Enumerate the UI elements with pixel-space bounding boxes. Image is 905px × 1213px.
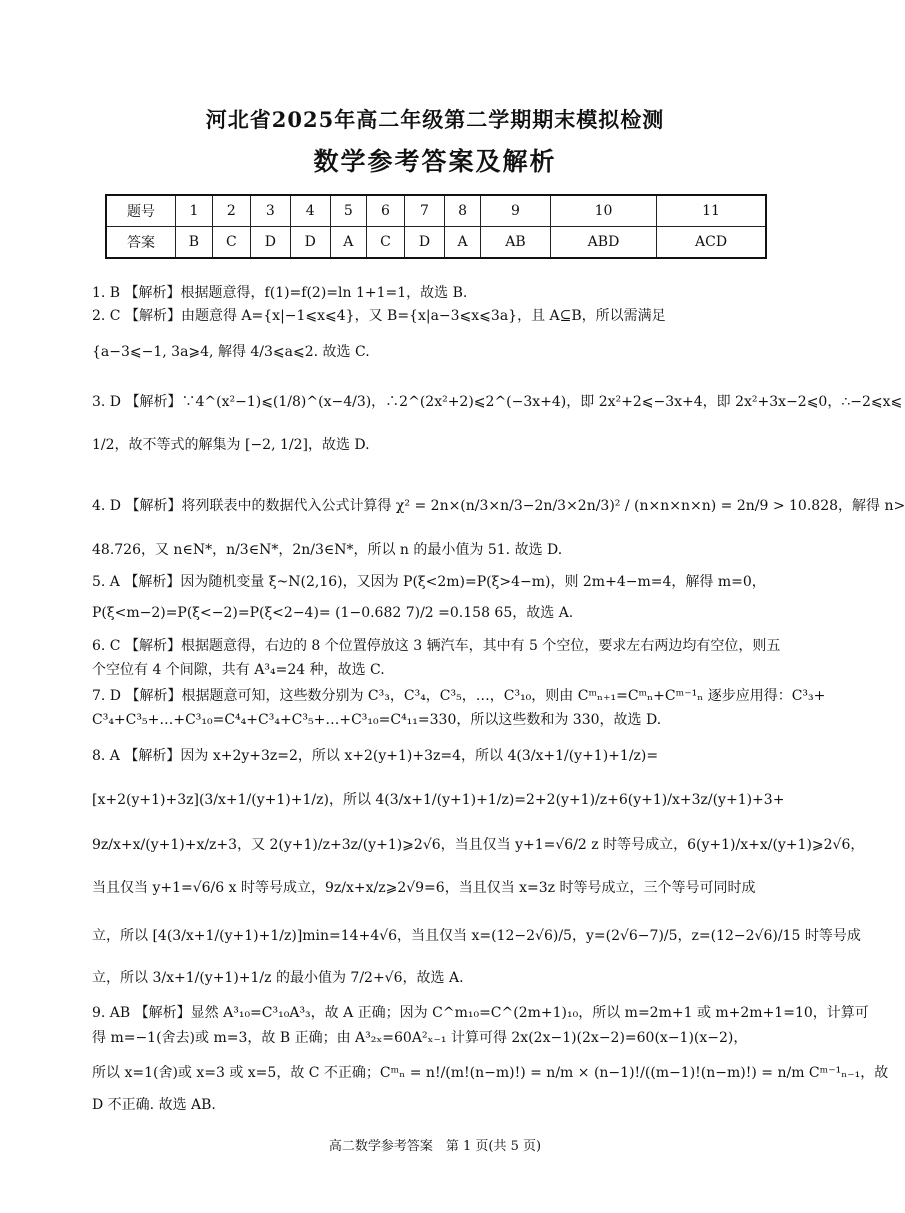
solution-3-line-1: 3. D 【解析】∵4^(x²−1)⩽(1/8)^(x−4/3)，∴2^(2x²+2)⩽2^(−3x+4)，即 2x²+2⩽−3x+4，即 2x²+3x−2⩽0，∴−2⩽x⩽ [92,394,903,410]
solution-7-line-2: C³₄+C³₅+…+C³₁₀=C⁴₄+C³₄+C³₅+…+C³₁₀=C⁴₁₁=330，所以这些数和为 330，故选 D. [92,712,662,728]
answer-cell: ACD [657,227,766,259]
question-number-cell: 8 [444,195,480,227]
answer-cell: B [176,227,213,259]
table-row-label: 答案 [106,227,176,259]
table-row [106,195,766,227]
answer-cell: D [290,227,330,259]
solution-2-line-2: {a−3⩽−1, 3a⩾4, 解得 4/3⩽a⩽2. 故选 C. [92,344,370,360]
solution-5-line-1: 5. A 【解析】因为随机变量 ξ~N(2,16)，又因为 P(ξ<2m)=P(ξ>4−m)，则 2m+4−m=4，解得 m=0， [92,574,766,590]
solution-1: 1. B 【解析】根据题意得，f(1)=f(2)=ln 1+1=1，故选 B. [92,285,468,301]
question-number-cell: 2 [212,195,250,227]
page-subtitle: 数学参考答案及解析 [313,147,557,176]
solution-4-line-2: 48.726，又 n∈N*，n/3∈N*，2n/3∈N*，所以 n 的最小值为 51. 故选 D. [92,542,563,558]
solution-9-line-2: 得 m=−1(舍去)或 m=3，故 B 正确；由 A³₂ₓ=60A²ₓ₋₁ 计算可得 2x(2x−1)(2x−2)=60(x−1)(x−2)， [92,1030,748,1046]
solution-8-line-6: 立，所以 3/x+1/(y+1)+1/z 的最小值为 7/2+√6，故选 A. [92,970,464,986]
solution-2-line-1: 2. C 【解析】由题意得 A={x|−1⩽x⩽4}，又 B={x|a−3⩽x⩽3a}，且 A⊆B，所以需满足 [92,308,666,324]
question-number-cell: 1 [176,195,213,227]
question-number-cell: 3 [250,195,290,227]
question-number-cell: 11 [657,195,766,227]
answer-cell: A [330,227,366,259]
page-title: 河北省2025年高二年级第二学期期末模拟检测 [205,107,665,132]
question-number-cell: 9 [481,195,551,227]
question-number-cell: 7 [405,195,445,227]
answer-cell: A [444,227,480,259]
solution-6-line-2: 个空位有 4 个间隙，共有 A³₄=24 种，故选 C. [92,662,385,678]
solution-7-line-1: 7. D 【解析】根据题意可知，这些数分别为 C³₃，C³₄，C³₅，…，C³₁₀，则由 Cᵐₙ₊₁=Cᵐₙ+Cᵐ⁻¹ₙ 逐步应用得：C³₃+ [92,688,826,704]
solution-9-line-1: 9. AB 【解析】显然 A³₁₀=C³₁₀A³₃，故 A 正确；因为 C^m₁₀=C^(2m+1)₁₀，所以 m=2m+1 或 m+2m+1=10，计算可 [92,1005,869,1021]
question-number-cell: 5 [330,195,366,227]
table-row [106,227,766,259]
question-number-cell: 6 [366,195,404,227]
answer-cell: D [405,227,445,259]
answer-cell: C [212,227,250,259]
question-number-cell: 4 [290,195,330,227]
solution-8-line-3: 9z/x+x/(y+1)+x/z+3，又 2(y+1)/z+3z/(y+1)⩾2√6，当且仅当 y+1=√6/2 z 时等号成立，6(y+1)/x+x/(y+1)⩾2√6， [92,837,865,853]
answer-cell: C [366,227,404,259]
table-row-label: 题号 [106,195,176,227]
solution-6-line-1: 6. C 【解析】根据题意得，右边的 8 个位置停放这 3 辆汽车，其中有 5 个空位，要求左右两边均有空位，则五 [92,638,781,654]
page-footer: 高二数学参考答案 第 1 页(共 5 页) [328,1139,542,1154]
answer-table [105,194,767,259]
solution-4-line-1: 4. D 【解析】将列联表中的数据代入公式计算得 χ² = 2n×(n/3×n/3−2n/3×2n/3)² / (n×n×n×n) = 2n/9 > 10.828，解得 n> [92,498,905,514]
answer-cell: D [250,227,290,259]
solution-8-line-5: 立，所以 [4(3/x+1/(y+1)+1/z)]min=14+4√6，当且仅当 x=(12−2√6)/5，y=(2√6−7)/5，z=(12−2√6)/15 时等号成 [92,928,861,944]
solution-3-line-2: 1/2，故不等式的解集为 [−2, 1/2]，故选 D. [92,437,370,453]
solution-9-line-4: D 不正确. 故选 AB. [92,1097,216,1113]
answer-cell: AB [481,227,551,259]
solution-8-line-2: [x+2(y+1)+3z](3/x+1/(y+1)+1/z)，所以 4(3/x+1/(y+1)+1/z)=2+2(y+1)/z+6(y+1)/x+3z/(y+1)+3+ [92,792,785,808]
solution-8-line-4: 当且仅当 y+1=√6/6 x 时等号成立，9z/x+x/z⩾2√9=6，当且仅当 x=3z 时等号成立，三个等号可同时成 [92,880,756,896]
solution-9-line-3: 所以 x=1(舍)或 x=3 或 x=5，故 C 不正确；Cᵐₙ = n!/(m!(n−m)!) = n/m × (n−1)!/((m−1)!(n−m)!) = n/m Cᵐ⁻¹ₙ₋₁，故 [92,1065,889,1081]
solution-5-line-2: P(ξ<m−2)=P(ξ<−2)=P(ξ<2−4)= (1−0.682 7)/2 =0.158 65，故选 A. [92,605,574,621]
answer-cell: ABD [550,227,656,259]
solution-8-line-1: 8. A 【解析】因为 x+2y+3z=2，所以 x+2(y+1)+3z=4，所以 4(3/x+1/(y+1)+1/z)= [92,748,659,764]
question-number-cell: 10 [550,195,656,227]
